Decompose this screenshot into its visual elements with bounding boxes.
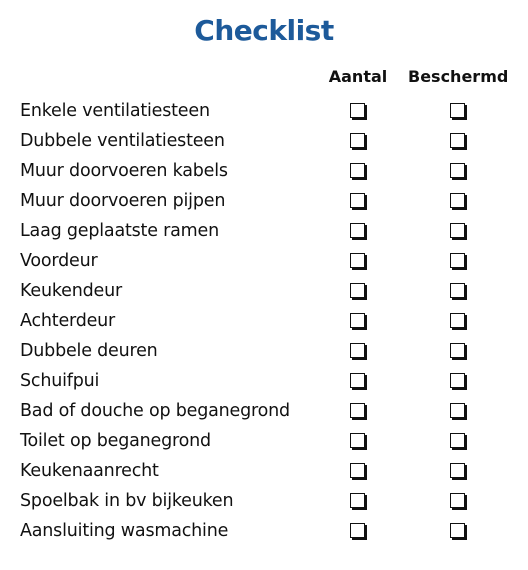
item-label: Keukenaanrecht [20,461,159,481]
item-label: Spoelbak in bv bijkeuken [20,491,234,511]
aantal-checkbox[interactable] [350,133,365,148]
beschermd-checkbox[interactable] [450,523,465,538]
checklist-row [0,126,528,156]
beschermd-checkbox[interactable] [450,373,465,388]
beschermd-checkbox[interactable] [450,103,465,118]
checklist-row [0,246,528,276]
beschermd-checkbox[interactable] [450,193,465,208]
checklist-row [0,186,528,216]
item-label: Dubbele ventilatiesteen [20,131,225,151]
aantal-checkbox[interactable] [350,313,365,328]
checklist-row [0,216,528,246]
item-label: Toilet op beganegrond [20,431,211,451]
checklist-row [0,96,528,126]
column-header-beschermd: Beschermd [408,67,509,86]
aantal-checkbox[interactable] [350,193,365,208]
item-label: Laag geplaatste ramen [20,221,219,241]
aantal-checkbox[interactable] [350,343,365,358]
beschermd-checkbox[interactable] [450,283,465,298]
checklist [0,96,528,546]
item-label: Achterdeur [20,311,116,331]
aantal-checkbox[interactable] [350,283,365,298]
checklist-row [0,336,528,366]
beschermd-checkbox[interactable] [450,133,465,148]
checklist-row [0,486,528,516]
aantal-checkbox[interactable] [350,373,365,388]
beschermd-checkbox[interactable] [450,343,465,358]
item-label: Keukendeur [20,281,122,301]
beschermd-checkbox[interactable] [450,463,465,478]
aantal-checkbox[interactable] [350,163,365,178]
beschermd-checkbox[interactable] [450,403,465,418]
checklist-row [0,426,528,456]
item-label: Muur doorvoeren pijpen [20,191,226,211]
aantal-checkbox[interactable] [350,223,365,238]
aantal-checkbox[interactable] [350,493,365,508]
item-label: Muur doorvoeren kabels [20,161,228,181]
beschermd-checkbox[interactable] [450,313,465,328]
beschermd-checkbox[interactable] [450,433,465,448]
checklist-row [0,306,528,336]
aantal-checkbox[interactable] [350,103,365,118]
checklist-row [0,396,528,426]
checklist-row [0,366,528,396]
aantal-checkbox[interactable] [350,463,365,478]
page-title: Checklist [194,14,334,47]
checklist-row [0,516,528,546]
column-header-aantal: Aantal [328,67,388,86]
item-label: Voordeur [20,251,98,271]
beschermd-checkbox[interactable] [450,253,465,268]
aantal-checkbox[interactable] [350,253,365,268]
aantal-checkbox[interactable] [350,523,365,538]
beschermd-checkbox[interactable] [450,493,465,508]
aantal-checkbox[interactable] [350,403,365,418]
beschermd-checkbox[interactable] [450,223,465,238]
item-label: Bad of douche op beganegrond [20,401,290,421]
checklist-row [0,456,528,486]
item-label: Enkele ventilatiesteen [20,101,210,121]
item-label: Aansluiting wasmachine [20,521,229,541]
aantal-checkbox[interactable] [350,433,365,448]
item-label: Schuifpui [20,371,100,391]
beschermd-checkbox[interactable] [450,163,465,178]
checklist-row [0,156,528,186]
checklist-row [0,276,528,306]
item-label: Dubbele deuren [20,341,158,361]
